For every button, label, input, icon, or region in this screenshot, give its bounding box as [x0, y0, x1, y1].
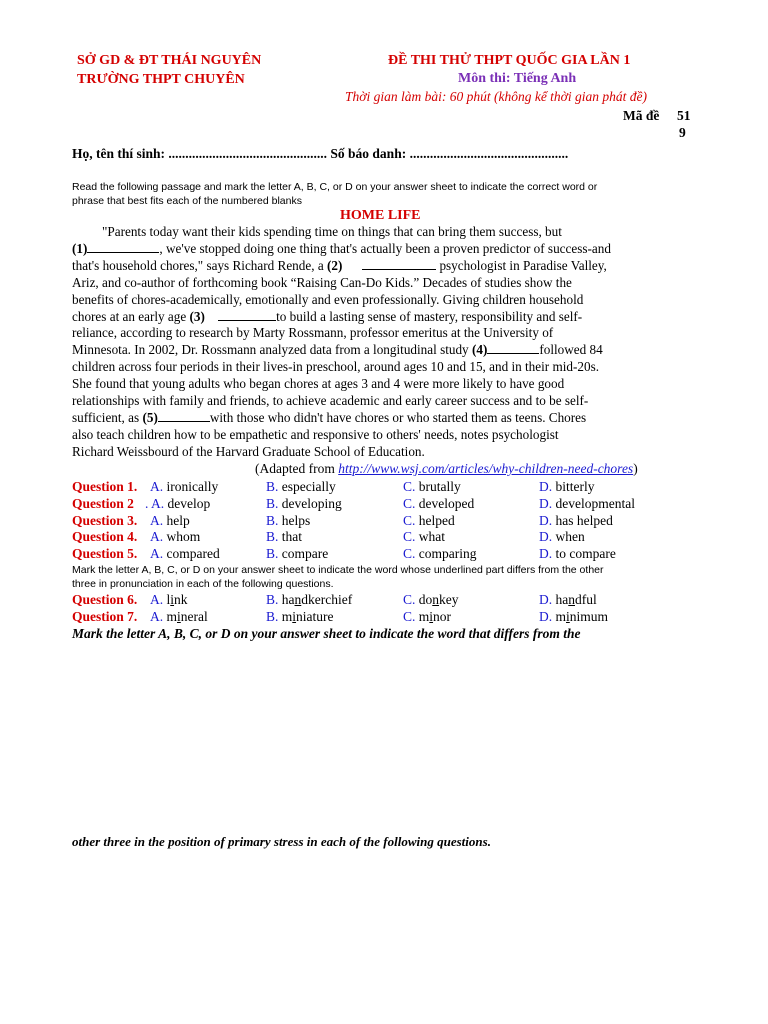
passage-source	[255, 461, 638, 477]
option-b[interactable]: B. compare	[266, 546, 329, 561]
option-b[interactable]: B. miniature	[266, 609, 334, 624]
option-d[interactable]: D. to compare	[539, 546, 616, 561]
exam-code-label: Mã đề	[623, 108, 660, 123]
option-c[interactable]: C. minor	[403, 609, 452, 624]
question-label: Question 3.	[72, 513, 138, 528]
question-label: Question 7.	[72, 609, 138, 624]
source-suffix: )	[633, 461, 638, 476]
exam-code-line2: 9	[679, 125, 686, 140]
passage-line: Ariz, and co-author of forthcoming book “Raising Can-Do Kids.” Decades of studies show the	[72, 274, 572, 290]
time-line: Thời gian làm bài: 60 phút (không kể thời gian phát đề)	[345, 89, 648, 104]
subject-line: Môn thi: Tiếng Anh	[458, 71, 577, 86]
passage-line	[72, 309, 694, 326]
passage-line	[72, 241, 694, 258]
option-d[interactable]: D. developmental	[539, 496, 635, 511]
passage-text: that's household chores," says Richard Rende, a	[72, 257, 324, 273]
passage-text: sufficient, as	[72, 409, 140, 425]
blank-2	[362, 258, 436, 270]
option-a[interactable]: A. compared	[150, 546, 220, 561]
option-a[interactable]: . A. develop	[145, 496, 211, 511]
blank-3	[218, 309, 276, 321]
source-prefix: (Adapted from	[255, 461, 335, 476]
option-b[interactable]: B. handkerchief	[266, 592, 353, 607]
candidate-name-label: Họ, tên thí sinh:	[72, 146, 166, 161]
passage-text: to build a lasting sense of mastery, responsibility and self-	[276, 308, 583, 324]
question-label: Question 1.	[72, 479, 138, 494]
passage-line	[72, 410, 694, 427]
blank-number-2: (2)	[326, 257, 343, 273]
option-d[interactable]: D. when	[539, 529, 585, 544]
passage-text: psychologist in Paradise Valley,	[439, 257, 607, 273]
passage-text: Minnesota. In 2002, Dr. Rossmann analyzed data from a longitudinal study	[72, 342, 469, 358]
option-d[interactable]: D. minimum	[539, 609, 609, 624]
question-label: Question 4.	[72, 529, 138, 544]
question-label: Question 6.	[72, 592, 138, 607]
blank-number-4: (4)	[471, 342, 488, 358]
question-label: Question 2	[72, 496, 134, 511]
option-c[interactable]: C. brutally	[403, 479, 461, 494]
instruction-cloze-line2: phrase that best fits each of the numbered blanks	[72, 195, 302, 207]
option-a[interactable]: A. whom	[150, 529, 201, 544]
department-name: SỞ GD & ĐT THÁI NGUYÊN	[77, 53, 262, 68]
exam-title: ĐỀ THI THỬ THPT QUỐC GIA LẦN 1	[388, 53, 631, 68]
passage-text: followed 84	[539, 342, 603, 358]
passage-body	[72, 224, 694, 461]
option-b[interactable]: B. especially	[266, 479, 336, 494]
question-label: Question 5.	[72, 546, 138, 561]
option-c[interactable]: C. comparing	[403, 546, 477, 561]
passage-line: She found that young adults who began chores at ages 3 and 4 were more likely to have good	[72, 376, 565, 392]
passage-line: "Parents today want their kids spending time on things that can bring them success, but	[102, 224, 562, 239]
passage-line: relationships with family and friends, to achieve academic and early career success and to be self-	[72, 393, 589, 409]
passage-text: , we've stopped doing one thing that's actually been a proven predictor of success-and	[159, 240, 611, 256]
option-b[interactable]: B. developing	[266, 496, 342, 511]
option-a[interactable]: A. help	[150, 513, 190, 528]
candidate-name-dots: ...............................................	[168, 146, 328, 161]
passage-line	[72, 342, 694, 359]
option-d[interactable]: D. handful	[539, 592, 597, 607]
instruction-pronunciation-line2: three in pronunciation in each of the following questions.	[72, 578, 334, 590]
passage-line	[72, 258, 694, 275]
blank-5	[158, 410, 210, 422]
candidate-info-line	[72, 146, 568, 162]
instruction-cloze	[72, 180, 712, 208]
option-a[interactable]: A. mineral	[150, 609, 208, 624]
option-a[interactable]: A. link	[150, 592, 188, 607]
instruction-stress-line1: Mark the letter A, B, C, or D on your answer sheet to indicate the word that differs from the	[72, 626, 581, 641]
blank-number-1: (1)	[72, 240, 88, 256]
passage-line: children across four periods in their lives-in preschool, around ages 10 and 15, and in their mid-20s.	[72, 359, 600, 375]
passage-line: reliance, according to research by Marty Rossmann, professor emeritus at the University of	[72, 325, 554, 341]
option-d[interactable]: D. has helped	[539, 513, 613, 528]
option-a[interactable]: A. ironically	[150, 479, 219, 494]
blank-number-3: (3)	[189, 308, 205, 324]
blank-number-5: (5)	[142, 409, 158, 425]
passage-line: benefits of chores-academically, emotionally and even professionally. Giving children household	[72, 291, 584, 307]
instruction-pronunciation-line1: Mark the letter A, B, C, or D on your answer sheet to indicate the word whose underlined part differs from the other	[72, 564, 604, 576]
option-b[interactable]: B. that	[266, 529, 303, 544]
candidate-number-label: Số báo danh:	[330, 146, 407, 161]
school-name: TRƯỜNG THPT CHUYÊN	[77, 72, 245, 87]
passage-text: with those who didn't have chores or who started them as teens. Chores	[209, 409, 587, 425]
option-c[interactable]: C. donkey	[403, 592, 459, 607]
option-b[interactable]: B. helps	[266, 513, 311, 528]
instruction-cloze-line1: Read the following passage and mark the letter A, B, C, or D on your answer sheet to indicate the correct word or	[72, 181, 598, 193]
option-c[interactable]: C. what	[403, 529, 446, 544]
instruction-pronunciation	[72, 563, 712, 591]
passage-line: Richard Weissbourd of the Harvard Graduate School of Education.	[72, 443, 425, 459]
blank-1	[87, 241, 159, 253]
option-c[interactable]: C. developed	[403, 496, 475, 511]
passage-line: also teach children how to be empathetic and responsive to others' needs, notes psychologist	[72, 426, 559, 442]
source-link[interactable]: http://www.wsj.com/articles/why-children-need-chores	[338, 461, 634, 476]
passage-title: HOME LIFE	[340, 208, 421, 223]
passage-text: chores at an early age	[72, 308, 187, 324]
blank-4	[487, 342, 539, 354]
option-c[interactable]: C. helped	[403, 513, 455, 528]
instruction-stress-line2: other three in the position of primary stress in each of the following questions.	[72, 834, 491, 849]
option-d[interactable]: D. bitterly	[539, 479, 595, 494]
candidate-number-dots: ...............................................	[409, 146, 569, 161]
exam-code-line1: 51	[677, 108, 691, 123]
